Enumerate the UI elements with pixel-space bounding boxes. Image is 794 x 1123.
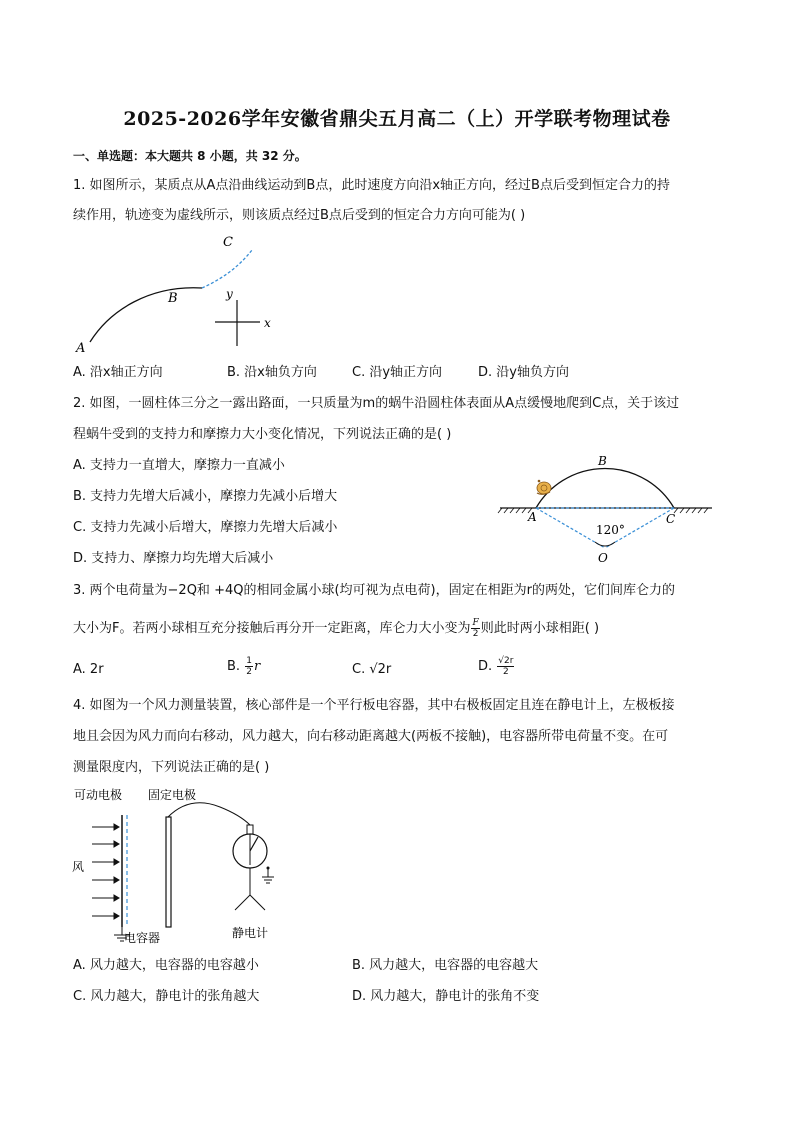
q3-option-b[interactable]: B. $\frac{1}{2}$ r [227, 656, 261, 677]
q3-text-line1: 3. 两个电荷量为−2Q和 +4Q的相同金属小球(均可视为点电荷)，固定在相距为r的两处，它们间库仑力的 [73, 583, 675, 598]
force-half-fraction: $\frac{F}{2}$ [472, 618, 479, 639]
connecting-wire [168, 803, 250, 825]
q2-text-line2: 程蜗牛受到的支持力和摩擦力大小变化情况，下列说法正确的是( ) [73, 427, 452, 442]
x-axis-label: x [264, 316, 271, 330]
q1-trajectory-figure [60, 230, 290, 360]
q4-text-line3: 测量限度内，下列说法正确的是( ) [73, 760, 270, 775]
q3-text-line2-start: 大小为F。若两小球相互充分接触后再分开一定距离，库仑力大小变为 [73, 621, 471, 636]
fixed-plate [166, 817, 171, 927]
q1-text-line2: 续作用，轨迹变为虚线所示，则该质点经过B点后受到的恒定合力方向可能为( ) [73, 208, 526, 223]
point-a-label: A [76, 341, 86, 356]
y-axis-label: y [226, 287, 233, 301]
q4-option-c[interactable]: C. 风力越大，静电计的张角越大 [73, 989, 260, 1004]
q1-option-b[interactable]: B. 沿x轴负方向 [227, 365, 317, 380]
section-heading: 一、单选题：本大题共 8 小题，共 32 分。 [73, 149, 307, 163]
q1-option-c[interactable]: C. 沿y轴正方向 [352, 365, 443, 380]
q3-text-line2 [73, 618, 599, 639]
dashed-trajectory [202, 250, 252, 288]
q4-option-d[interactable]: D. 风力越大，静电计的张角不变 [352, 989, 540, 1004]
q2-option-b[interactable]: B. 支持力先增大后减小，摩擦力先减小后增大 [73, 489, 338, 504]
point-c-label: C [666, 512, 676, 526]
q1-option-d[interactable]: D. 沿y轴负方向 [478, 365, 569, 380]
q3-option-c[interactable]: C. √2r [352, 662, 392, 677]
q3-option-a[interactable]: A. 2r [73, 662, 104, 677]
point-o-label: O [598, 551, 608, 565]
q2-option-d[interactable]: D. 支持力、摩擦力均先增大后减小 [73, 551, 274, 566]
cylinder-arc [536, 468, 674, 508]
solid-trajectory [90, 288, 202, 342]
q4-option-b[interactable]: B. 风力越大，电容器的电容越大 [352, 958, 539, 973]
angle-arc [595, 542, 615, 546]
point-c-label: C [223, 235, 233, 250]
electrometer-label: 静电计 [232, 926, 269, 940]
q4-text-line2: 地且会因为风力而向右移动，风力越大，向右移动距离越大(两板不接触)，电容器所带电荷量不变。在可 [73, 729, 669, 744]
capacitor-label: 电容器 [124, 931, 161, 945]
q3-text-line2-end: 则此时两小球相距( ) [480, 621, 600, 636]
electrometer-terminal [247, 825, 253, 834]
wind-label: 风 [72, 860, 85, 874]
snail-icon [537, 480, 551, 495]
q4-wind-sensor-figure [70, 785, 300, 947]
q2-text-line1: 2. 如图，一圆柱体三分之一露出路面，一只质量为m的蜗牛沿圆柱体表面从A点缓慢地爬到C点，关于该过 [73, 396, 680, 411]
fixed-electrode-label: 固定电极 [148, 788, 197, 802]
angle-label: 120° [596, 523, 625, 537]
q4-text-line1: 4. 如图为一个风力测量装置，核心部件是一个平行板电容器，其中右极板固定且连在静电计上，左极板接 [73, 698, 675, 713]
exam-title: 2025-2026学年安徽省鼎尖五月高二（上）开学联考物理试卷 [123, 108, 671, 130]
radius-oa [536, 508, 605, 548]
q2-option-c[interactable]: C. 支持力先减小后增大，摩擦力先增大后减小 [73, 520, 338, 535]
q4-option-a[interactable]: A. 风力越大，电容器的电容越小 [73, 958, 259, 973]
electrometer-ground-icon [262, 877, 274, 883]
q2-option-a[interactable]: A. 支持力一直增大，摩擦力一直减小 [73, 458, 285, 473]
point-a-label: A [528, 510, 537, 524]
q1-text-line1: 1. 如图所示，某质点从A点沿曲线运动到B点，此时速度方向沿x轴正方向，经过B点后受到恒定合力的持 [73, 178, 670, 193]
wind-arrows [92, 824, 119, 919]
q1-option-a[interactable]: A. 沿x轴正方向 [73, 365, 163, 380]
electrometer-needle [250, 837, 258, 851]
q3-option-d[interactable]: D. $\frac{√2r}{2}$ [478, 656, 514, 677]
point-b-label: B [168, 291, 178, 306]
q2-cylinder-figure [498, 450, 714, 565]
point-b-label: B [598, 454, 607, 468]
movable-electrode-label: 可动电极 [74, 788, 123, 802]
